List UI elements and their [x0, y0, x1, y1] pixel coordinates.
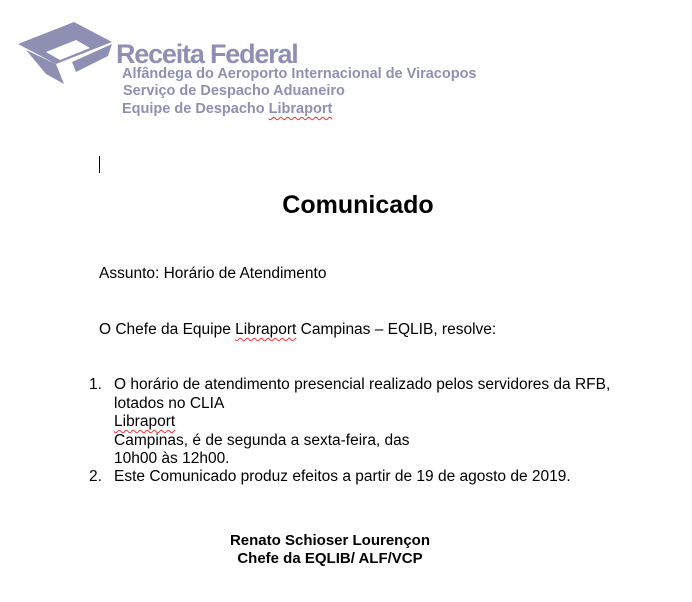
signature-role: Chefe da EQLIB/ ALF/VCP — [237, 550, 423, 567]
subject-line: Assunto: Horário de Atendimento — [99, 265, 327, 282]
resolve-word: Libraport — [235, 321, 297, 338]
receita-federal-logo-icon — [16, 22, 114, 86]
header-line-team-word: Libraport — [268, 101, 333, 117]
list-item-1-line-2-word: Libraport — [114, 413, 176, 430]
header-line-customs: Alfândega do Aeroporto Internacional de Viracopos — [122, 66, 477, 82]
text-cursor[interactable] — [99, 156, 100, 173]
list-number-1: 1. — [89, 376, 102, 393]
list-item-1-line-2-prefix: lotados no CLIA — [114, 394, 225, 412]
resolve-line — [99, 321, 496, 339]
resolve-suffix: Campinas – EQLIB, resolve: — [296, 321, 497, 338]
resolve-prefix: O Chefe da Equipe — [99, 321, 236, 338]
header-line-team-prefix: Equipe de Despacho — [122, 101, 269, 117]
list-item-1-line-1: O horário de atendimento presencial realizado pelos servidores da RFB, — [114, 376, 611, 393]
list-item-1 — [114, 376, 610, 469]
list-number-2: 2. — [89, 468, 102, 485]
document-title: Comunicado — [282, 191, 434, 219]
list-item-2: Este Comunicado produz efeitos a partir de 19 de agosto de 2019. — [114, 468, 571, 485]
list-item-1-line-3: 10h00 às 12h00. — [114, 450, 230, 467]
org-name: Receita Federal — [116, 39, 298, 69]
list-item-1-line-2 — [114, 395, 610, 451]
list-item-1-line-2-suffix: Campinas, é de segunda a sexta-feira, das — [114, 431, 410, 449]
header-line-service: Serviço de Despacho Aduaneiro — [123, 83, 345, 99]
signature-name: Renato Schioser Lourençon — [229, 532, 431, 549]
header-line-team — [122, 101, 332, 118]
